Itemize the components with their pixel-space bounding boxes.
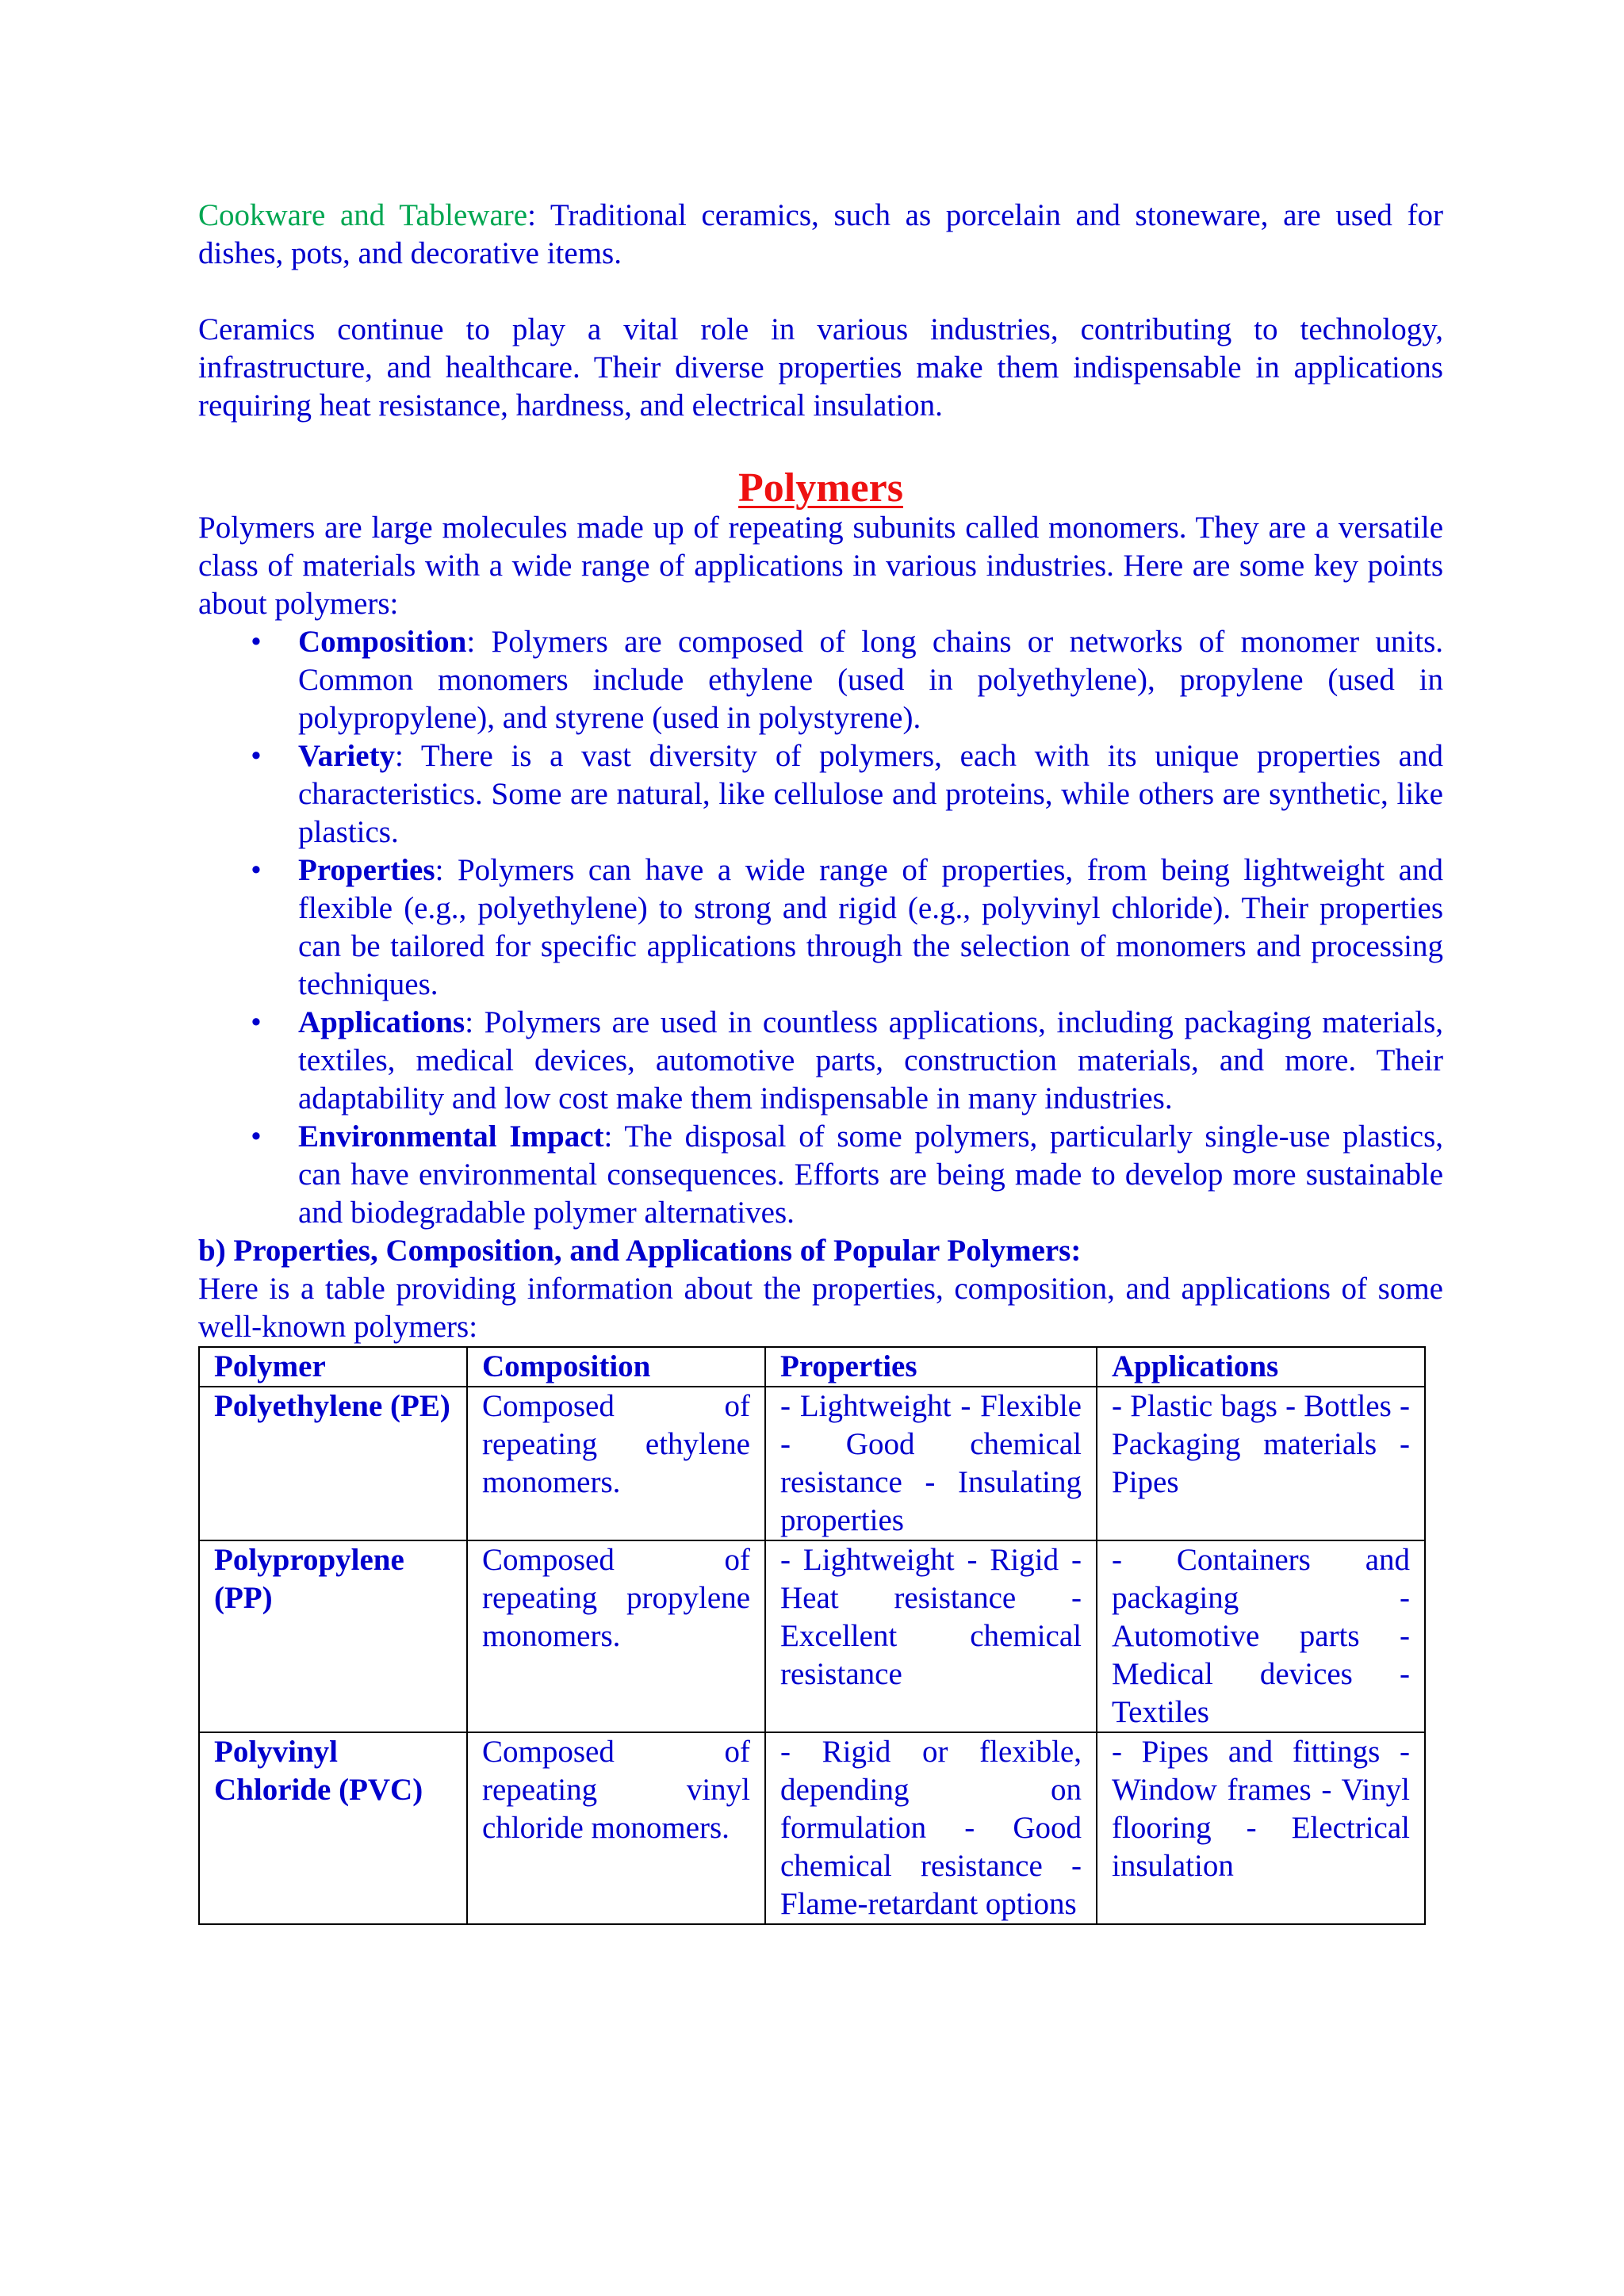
cell-polymer: Polyvinyl Chloride (PVC) xyxy=(199,1732,467,1924)
bullet-icon: • xyxy=(251,853,262,887)
table-header-row xyxy=(199,1347,1425,1387)
header-composition: Composition xyxy=(467,1347,765,1387)
header-polymer: Polymer xyxy=(199,1347,467,1387)
table-row xyxy=(199,1732,1425,1924)
point-text: : The disposal of some polymers, particularly single-use plastics, can have environmental consequences. Efforts are being made to develop more sustainable and biodegradable polymer alternatives. xyxy=(298,1119,1443,1230)
list-item xyxy=(198,851,1443,1004)
cell-applications: - Containers and packaging - Automotive parts - Medical devices - Textiles xyxy=(1097,1540,1425,1732)
table-row xyxy=(199,1540,1425,1732)
cookware-text: : Traditional ceramics, such as porcelain and stoneware, are used for dishes, pots, and decorative items. xyxy=(198,198,1443,270)
cookware-paragraph xyxy=(198,197,1443,273)
cell-composition: Composed of repeating ethylene monomers. xyxy=(467,1387,765,1540)
cell-polymer: Polypropylene (PP) xyxy=(199,1540,467,1732)
bullet-icon: • xyxy=(251,1005,262,1039)
cell-composition: Composed of repeating vinyl chloride monomers. xyxy=(467,1732,765,1924)
cell-properties: - Lightweight - Rigid - Heat resistance - Excellent chemical resistance xyxy=(765,1540,1097,1732)
list-item xyxy=(198,1118,1443,1232)
cell-properties: - Lightweight - Flexible - Good chemical resistance - Insulating properties xyxy=(765,1387,1097,1540)
list-item xyxy=(198,623,1443,737)
point-label: Applications xyxy=(298,1005,465,1039)
section-title: Polymers xyxy=(738,465,903,511)
header-properties: Properties xyxy=(765,1347,1097,1387)
bullet-icon: • xyxy=(251,739,262,773)
list-item xyxy=(198,737,1443,851)
polymers-table xyxy=(198,1346,1426,1925)
bullet-icon: • xyxy=(251,625,262,659)
point-label: Environmental Impact xyxy=(298,1119,604,1154)
cell-polymer: Polyethylene (PE) xyxy=(199,1387,467,1540)
point-text: : Polymers are composed of long chains or networks of monomer units. Common monomers include ethylene (used in polyethylene), propylene (used in polypropylene), and styrene (used in polystyrene). xyxy=(298,625,1443,735)
point-text: : Polymers are used in countless applications, including packaging materials, textiles, medical devices, automotive parts, construction materials, and more. Their adaptability and low cost make them indispensable in many industries. xyxy=(298,1005,1443,1115)
list-item xyxy=(198,1004,1443,1118)
point-text: : Polymers can have a wide range of properties, from being lightweight and flexible (e.g., polyethylene) to strong and rigid (e.g., polyvinyl chloride). Their properties can be tailored for specific applications through the selection of monomers and processing techniques. xyxy=(298,853,1443,1001)
document-page xyxy=(198,197,1443,1925)
header-applications: Applications xyxy=(1097,1347,1425,1387)
cookware-label: Cookware and Tableware xyxy=(198,198,528,232)
bullet-icon: • xyxy=(251,1119,262,1154)
cell-composition: Composed of repeating propylene monomers. xyxy=(467,1540,765,1732)
point-label: Variety xyxy=(298,739,396,773)
ceramics-summary: Ceramics continue to play a vital role in various industries, contributing to technology, infrastructure, and healthcare. Their diverse properties make them indispensable in applications requiring heat resistance, hardness, and electrical insulation. xyxy=(198,312,1443,423)
subheading: b) Properties, Composition, and Applications of Popular Polymers: xyxy=(198,1234,1082,1268)
cell-properties: - Rigid or flexible, depending on formulation - Good chemical resistance - Flame-retardant options xyxy=(765,1732,1097,1924)
point-label: Properties xyxy=(298,853,435,887)
point-label: Composition xyxy=(298,625,467,659)
table-row xyxy=(199,1387,1425,1540)
polymers-intro: Polymers are large molecules made up of repeating subunits called monomers. They are a versatile class of materials with a wide range of applications in various industries. Here are some key points about polymers: xyxy=(198,511,1443,621)
table-intro: Here is a table providing information about the properties, composition, and applications of some well-known polymers: xyxy=(198,1272,1443,1344)
cell-applications: - Plastic bags - Bottles - Packaging materials - Pipes xyxy=(1097,1387,1425,1540)
point-text: : There is a vast diversity of polymers, each with its unique properties and characteristics. Some are natural, like cellulose and proteins, while others are synthetic, like plastics. xyxy=(298,739,1443,849)
cell-applications: - Pipes and fittings - Window frames - Vinyl flooring - Electrical insulation xyxy=(1097,1732,1425,1924)
key-points-list xyxy=(198,623,1443,1232)
